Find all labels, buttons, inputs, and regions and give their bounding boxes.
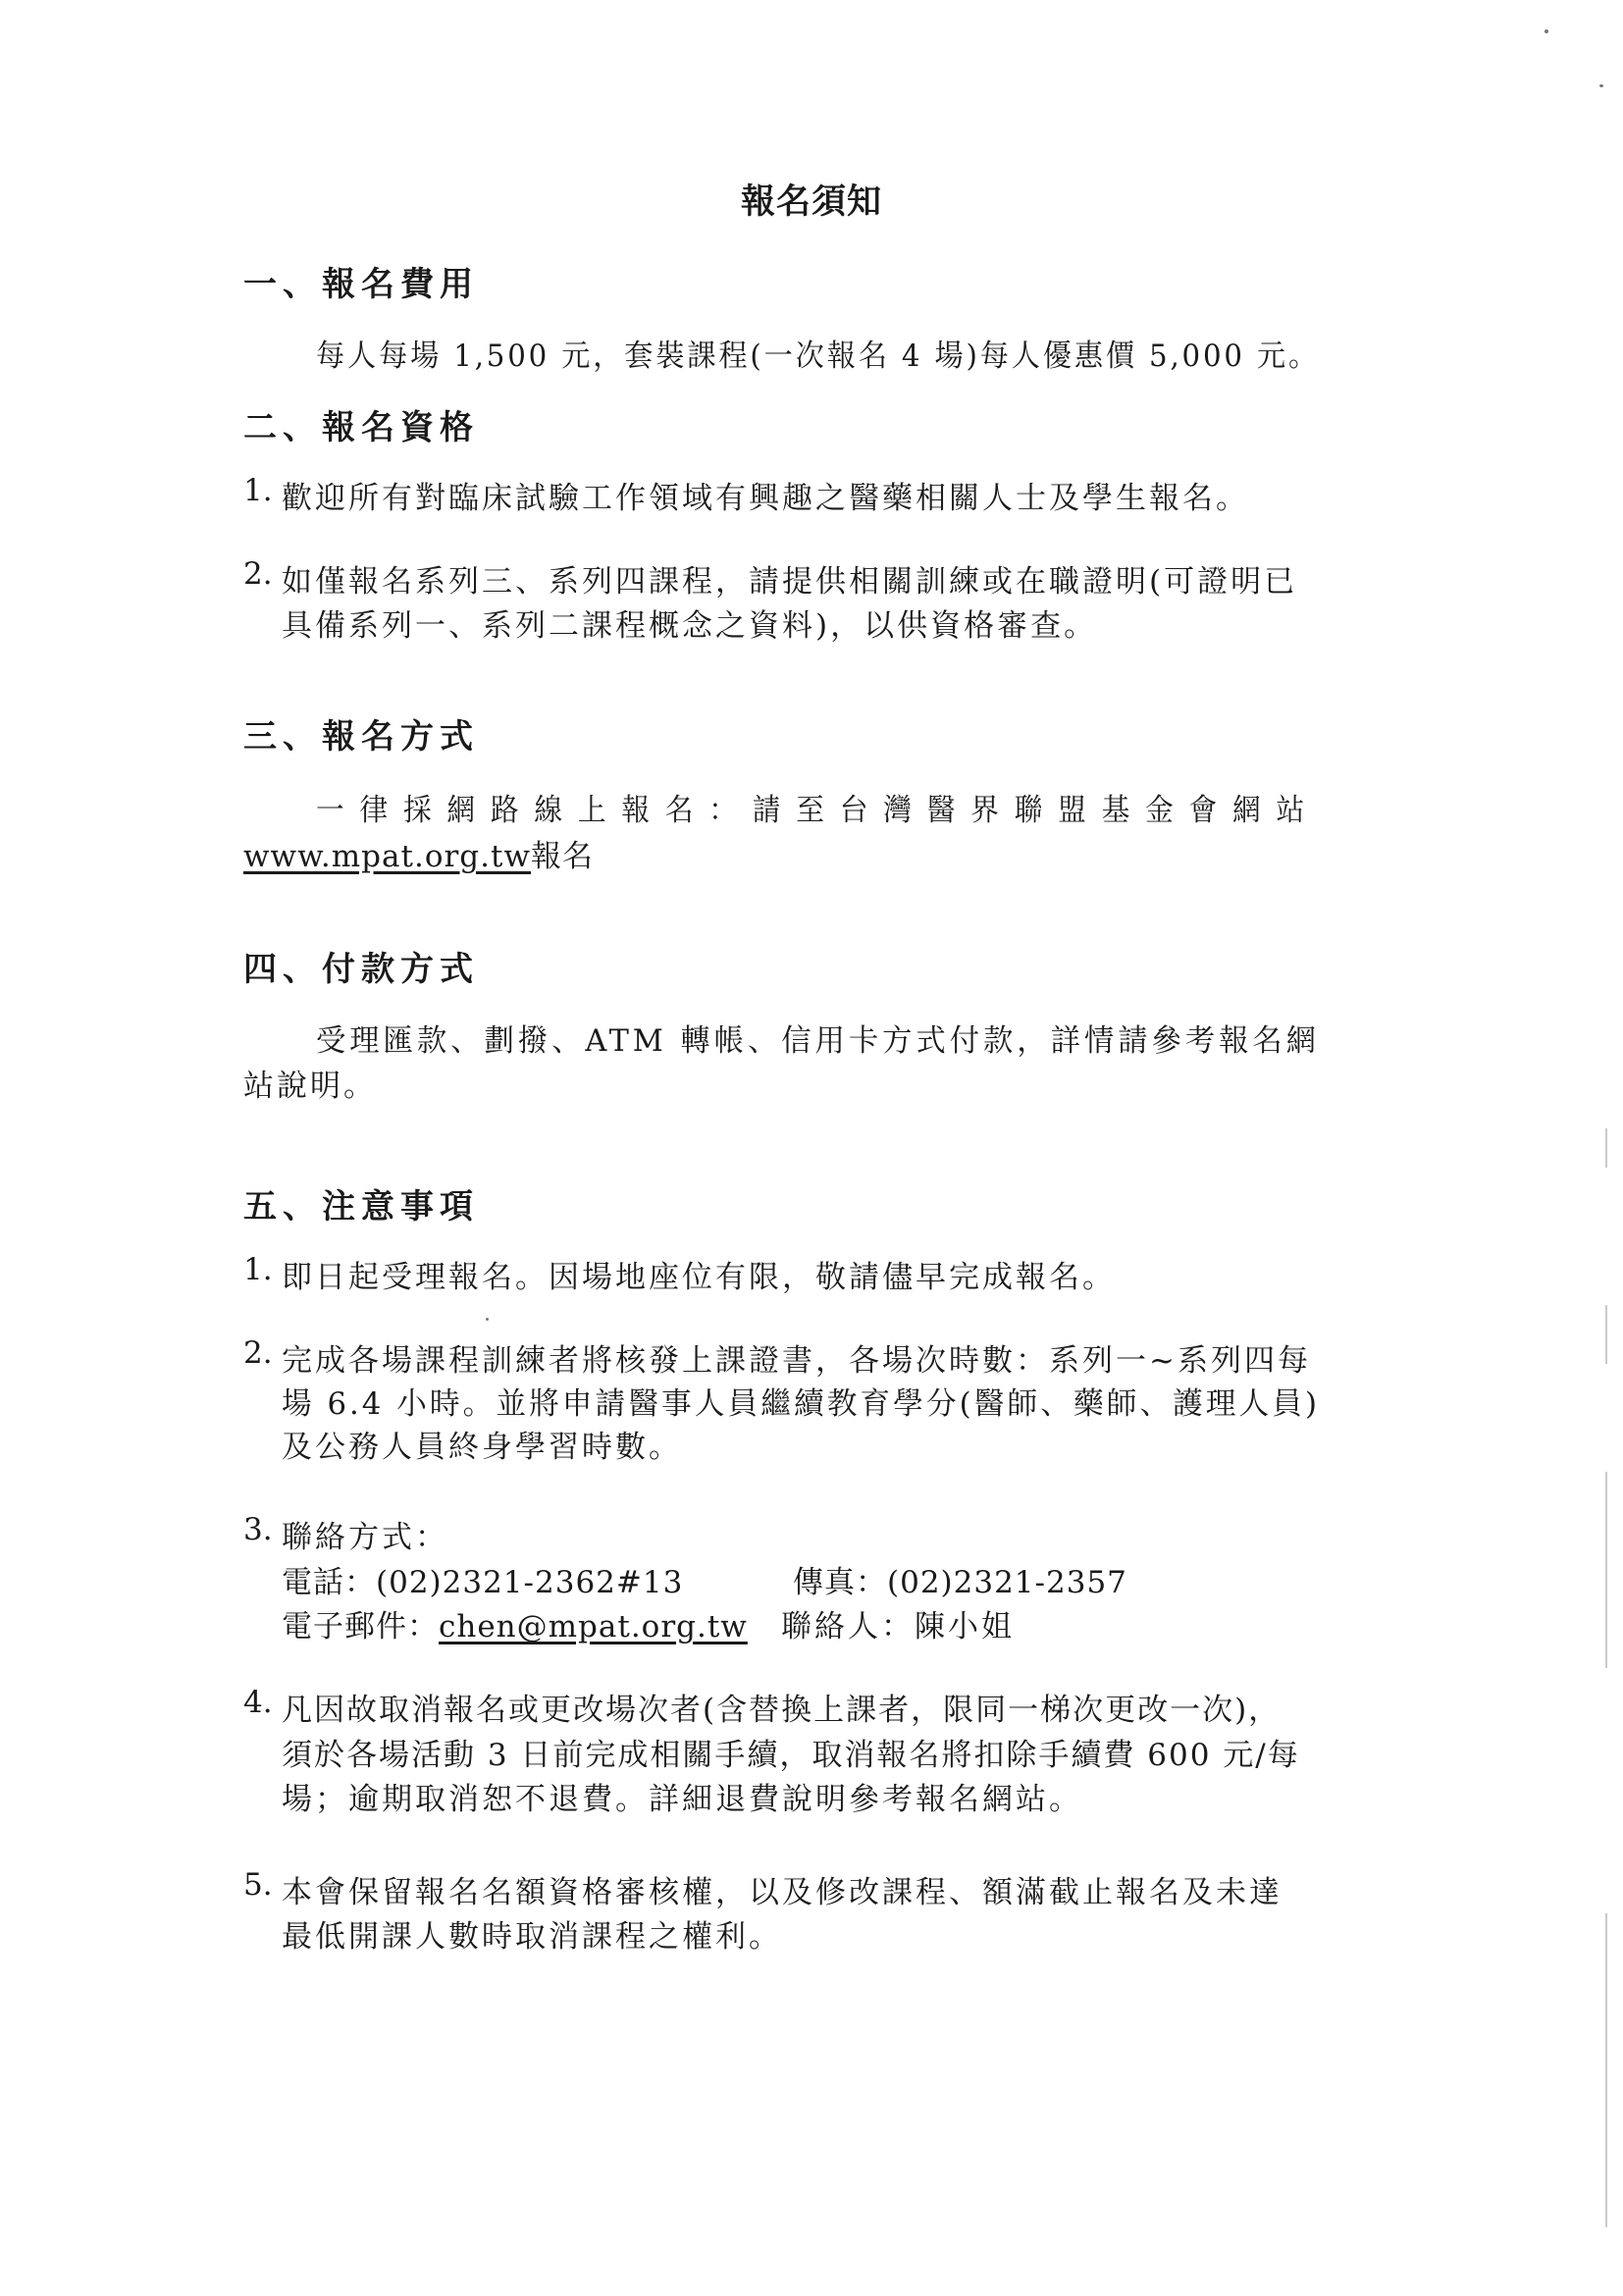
scan-speck (1544, 29, 1548, 33)
contact-person: 聯絡人：陳小姐 (781, 1609, 1015, 1644)
contact-email-label: 電子郵件： (282, 1609, 439, 1644)
qualification-item2-number: 2. (243, 556, 273, 592)
contact-phone: 電話：(02)2321-2362#13 (282, 1565, 684, 1600)
notes-item5-line1: 本會保留報名名額資格審核權，以及修改課程、額滿截止報名及未達 (282, 1875, 1283, 1910)
notes-item4-line2: 須於各場活動 3 日前完成相關手續，取消報名將扣除手續費 600 元/每 (282, 1738, 1300, 1773)
scan-speck (1599, 84, 1603, 87)
scan-edge-mark (1605, 1472, 1607, 1668)
qualification-item2-line1: 如僅報名系列三、系列四課程，請提供相關訓練或在職證明(可證明已 (282, 564, 1298, 600)
section-heading-fee: 一、報名費用 (243, 265, 479, 304)
section-heading-payment: 四、付款方式 (243, 950, 479, 989)
method-line1: 一律採網路線上報名：請至台灣醫界聯盟基金會網站 (316, 793, 1320, 828)
section-heading-qualification: 二、報名資格 (243, 408, 479, 447)
document-title: 報名須知 (740, 182, 882, 222)
notes-item4-line3: 場；逾期取消恕不退費。詳細退費說明參考報名網站。 (282, 1782, 1082, 1817)
notes-item3-number: 3. (243, 1512, 273, 1547)
notes-item5-number: 5. (243, 1867, 273, 1903)
notes-item4-number: 4. (243, 1685, 273, 1720)
notes-item2-line1: 完成各場課程訓練者將核發上課證書，各場次時數：系列一~系列四每 (282, 1343, 1311, 1379)
contact-email-link[interactable]: chen@mpat.org.tw (439, 1609, 748, 1644)
payment-line2: 站說明。 (243, 1069, 377, 1104)
notes-item1-text: 即日起受理報名。因場地座位有限，敬請儘早完成報名。 (282, 1260, 1116, 1295)
notes-item2-number: 2. (243, 1335, 273, 1371)
fee-text: 每人每場 1,500 元，套裝課程(一次報名 4 場)每人優惠價 5,000 元。 (316, 339, 1321, 374)
notes-item4-line1: 凡因故取消報名或更改場次者(含替換上課者，限同一梯次更改一次)， (282, 1693, 1282, 1728)
notes-item1-number: 1. (243, 1252, 273, 1287)
qualification-item2-line2: 具備系列一、系列二課程概念之資料)，以供資格審查。 (282, 608, 1098, 644)
scan-speck (486, 1318, 489, 1321)
section-heading-notes: 五、注意事項 (243, 1187, 479, 1226)
qualification-item1-text: 歡迎所有對臨床試驗工作領域有興趣之醫藥相關人士及學生報名。 (282, 481, 1249, 516)
method-line2 (243, 831, 594, 875)
scan-edge-mark (1605, 1128, 1607, 1168)
contact-fax: 傳真：(02)2321-2357 (793, 1565, 1127, 1600)
contact-label: 聯絡方式： (282, 1520, 448, 1555)
method-suffix: 報名 (531, 839, 594, 874)
notes-item2-line3: 及公務人員終身學習時數。 (282, 1430, 682, 1465)
contact-email-row (282, 1601, 748, 1645)
payment-line1: 受理匯款、劃撥、ATM 轉帳、信用卡方式付款，詳情請參考報名網 (316, 1023, 1320, 1059)
registration-url-link[interactable]: www.mpat.org.tw (243, 839, 531, 874)
scan-edge-mark (1605, 1913, 1607, 2227)
notes-item5-line2: 最低開課人數時取消課程之權利。 (282, 1919, 782, 1955)
qualification-item1-number: 1. (243, 473, 273, 508)
notes-item2-line2: 場 6.4 小時。並將申請醫事人員繼續教育學分(醫師、藥師、護理人員) (282, 1386, 1320, 1422)
section-heading-method: 三、報名方式 (243, 717, 479, 757)
scan-edge-mark (1605, 1305, 1607, 1364)
